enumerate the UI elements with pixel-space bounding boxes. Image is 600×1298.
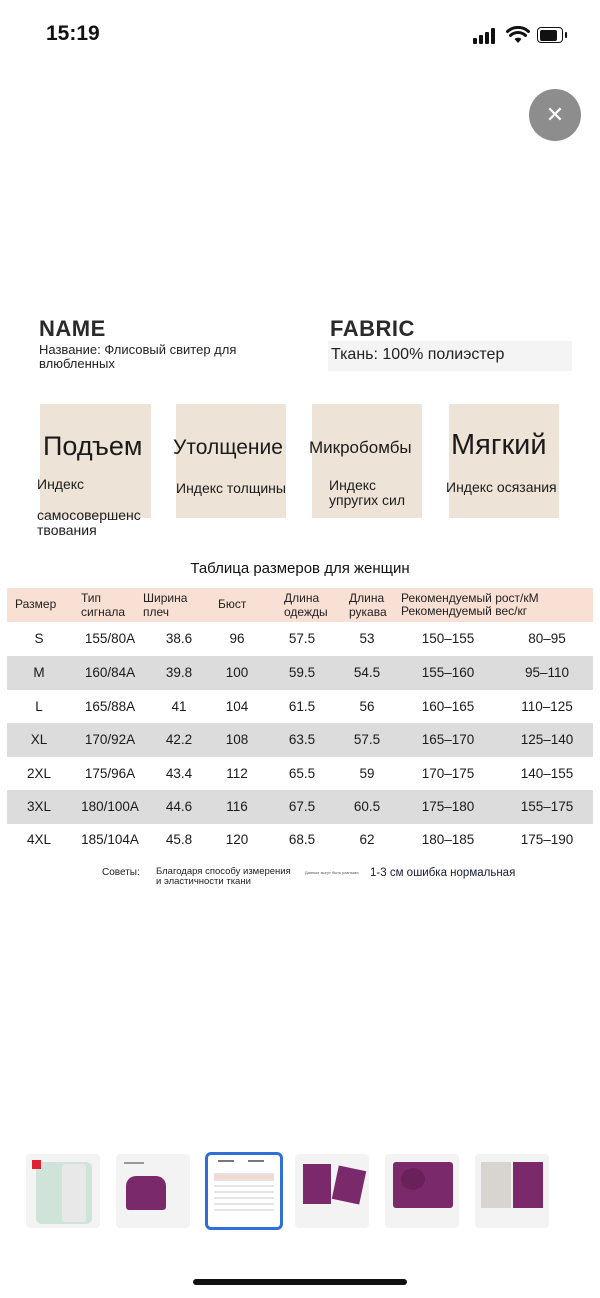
- thumbnail-3[interactable]: [205, 1152, 283, 1230]
- battery-icon: [537, 27, 567, 44]
- tips-label: Советы:: [102, 867, 140, 878]
- thumbnail-2-image: [126, 1176, 166, 1210]
- cell-length: 65.5: [288, 766, 316, 781]
- header-sleeve-a: Длина: [349, 591, 385, 605]
- table-row: [7, 690, 593, 724]
- fabric-text: Ткань: 100% полиэстер: [331, 346, 505, 363]
- cell-height: 155–160: [421, 665, 475, 680]
- cell-height: 170–175: [421, 766, 475, 781]
- cell-height: 175–180: [421, 799, 475, 814]
- cell-weight: 80–95: [528, 631, 566, 646]
- feature-title-4: Мягкий: [451, 429, 547, 461]
- feature-title-1: Подъем: [43, 431, 143, 461]
- header-rec-b: Рекомендуемый вес/кг: [401, 604, 528, 618]
- fabric-heading: FABRIC: [330, 316, 415, 341]
- cell-shoulder: 41: [171, 699, 187, 714]
- cell-height: 180–185: [421, 832, 475, 847]
- header-size: Размер: [15, 597, 57, 611]
- thumbnail-6[interactable]: [475, 1154, 549, 1228]
- cell-bust: 116: [226, 799, 248, 814]
- cell-sleeve: 62: [359, 832, 375, 847]
- tips-text-a: Благодаря способу измерения: [156, 866, 291, 877]
- header-sleeve-b: рукава: [349, 605, 387, 619]
- cell-sleeve: 57.5: [353, 732, 381, 747]
- cell-height: 160–165: [421, 699, 475, 714]
- wifi-icon: [506, 26, 530, 44]
- cell-sleeve: 53: [359, 631, 375, 646]
- table-row: [7, 823, 593, 857]
- table-row: [7, 757, 593, 791]
- header-type-b: сигнала: [81, 605, 126, 619]
- cell-sleeve: 59: [359, 766, 375, 781]
- cell-type: 175/96A: [84, 766, 136, 781]
- cell-weight: 175–190: [520, 832, 574, 847]
- cell-size: M: [33, 665, 45, 680]
- cell-shoulder: 44.6: [165, 799, 193, 814]
- close-button[interactable]: [529, 89, 581, 141]
- table-row: [7, 622, 593, 656]
- cell-length: 67.5: [288, 799, 316, 814]
- thumbnail-4[interactable]: [295, 1154, 369, 1228]
- thumbnail-2[interactable]: [116, 1154, 190, 1228]
- cell-length: 68.5: [288, 832, 316, 847]
- thumbnail-6-image: [481, 1162, 511, 1208]
- status-time: 15:19: [46, 22, 100, 45]
- cell-sleeve: 60.5: [353, 799, 381, 814]
- cell-size: XL: [30, 732, 48, 747]
- close-icon: ✕: [545, 102, 565, 127]
- feature-subtitle-1b: самосовершенс: [37, 507, 141, 523]
- table-row: [7, 723, 593, 757]
- header-rec-a: Рекомендуемый рост/кМ: [401, 591, 539, 605]
- cell-bust: 100: [225, 665, 249, 680]
- cell-length: 61.5: [288, 699, 316, 714]
- table-row: [7, 656, 593, 690]
- cell-bust: 112: [226, 766, 248, 781]
- cell-size: L: [35, 699, 43, 714]
- feature-box-2: [176, 404, 286, 518]
- cell-type: 165/88A: [84, 699, 136, 714]
- feature-title-2: Утолщение: [173, 436, 283, 459]
- cell-shoulder: 43.4: [165, 766, 193, 781]
- feature-subtitle-1c: твования: [37, 522, 97, 538]
- tips-note: 1-3 см ошибка нормальная: [370, 867, 516, 879]
- cell-shoulder: 38.6: [165, 631, 193, 646]
- cell-bust: 96: [229, 631, 245, 646]
- cell-weight: 140–155: [520, 766, 574, 781]
- cell-weight: 95–110: [524, 665, 570, 680]
- cell-height: 150–155: [421, 631, 475, 646]
- cell-length: 63.5: [288, 732, 316, 747]
- name-text: Название: Флисовый свитер для влюбленных: [39, 342, 237, 371]
- thumbnail-4-image: [303, 1164, 331, 1204]
- cell-weight: 125–140: [520, 732, 574, 747]
- feature-subtitle-3a: Индекс: [329, 477, 377, 493]
- header-bust: Бюст: [218, 597, 247, 611]
- tips-tiny: Данные могут быть разными: [305, 870, 359, 875]
- signal-icon: [473, 28, 499, 44]
- feature-title-3: Микробомбы: [309, 438, 412, 457]
- cell-length: 59.5: [288, 665, 316, 680]
- cell-bust: 104: [225, 699, 249, 714]
- cell-shoulder: 45.8: [165, 832, 193, 847]
- thumbnail-1[interactable]: [26, 1154, 100, 1228]
- header-shoulder-a: Ширина: [143, 591, 188, 605]
- home-indicator[interactable]: [193, 1279, 407, 1285]
- header-length-b: одежды: [284, 605, 328, 619]
- thumbnail-5[interactable]: [385, 1154, 459, 1228]
- cell-size: S: [34, 631, 44, 646]
- cell-type: 180/100A: [81, 799, 139, 814]
- feature-subtitle-1a: Индекс: [37, 476, 85, 492]
- cell-size: 2XL: [26, 766, 52, 781]
- cell-height: 165–170: [421, 732, 475, 747]
- cell-size: 3XL: [26, 799, 52, 814]
- cell-type: 155/80A: [84, 631, 136, 646]
- feature-subtitle-2a: Индекс толщины: [176, 480, 286, 496]
- header-length-a: Длина: [284, 591, 320, 605]
- cell-shoulder: 39.8: [165, 665, 193, 680]
- cell-weight: 110–125: [521, 699, 573, 714]
- feature-subtitle-4a: Индекс осязания: [446, 479, 557, 495]
- feature-subtitle-3b: упругих сил: [329, 492, 406, 508]
- cell-bust: 108: [225, 732, 249, 747]
- header-type-a: Тип: [81, 591, 102, 605]
- cell-sleeve: 56: [359, 699, 375, 714]
- size-table-header: [7, 588, 593, 622]
- cell-weight: 155–175: [520, 799, 574, 814]
- cell-shoulder: 42.2: [165, 732, 193, 747]
- cell-size: 4XL: [26, 832, 52, 847]
- cell-type: 160/84A: [84, 665, 136, 680]
- header-shoulder-b: плеч: [143, 605, 170, 619]
- name-heading: NAME: [39, 316, 106, 341]
- cell-bust: 120: [225, 832, 249, 847]
- cell-type: 185/104A: [81, 832, 139, 847]
- cell-type: 170/92A: [84, 732, 136, 747]
- table-row: [7, 790, 593, 824]
- size-table-title: Таблица размеров для женщин: [190, 560, 410, 577]
- tips-text-b: и эластичности ткани: [156, 876, 251, 887]
- cell-length: 57.5: [288, 631, 316, 646]
- cell-sleeve: 54.5: [353, 665, 381, 680]
